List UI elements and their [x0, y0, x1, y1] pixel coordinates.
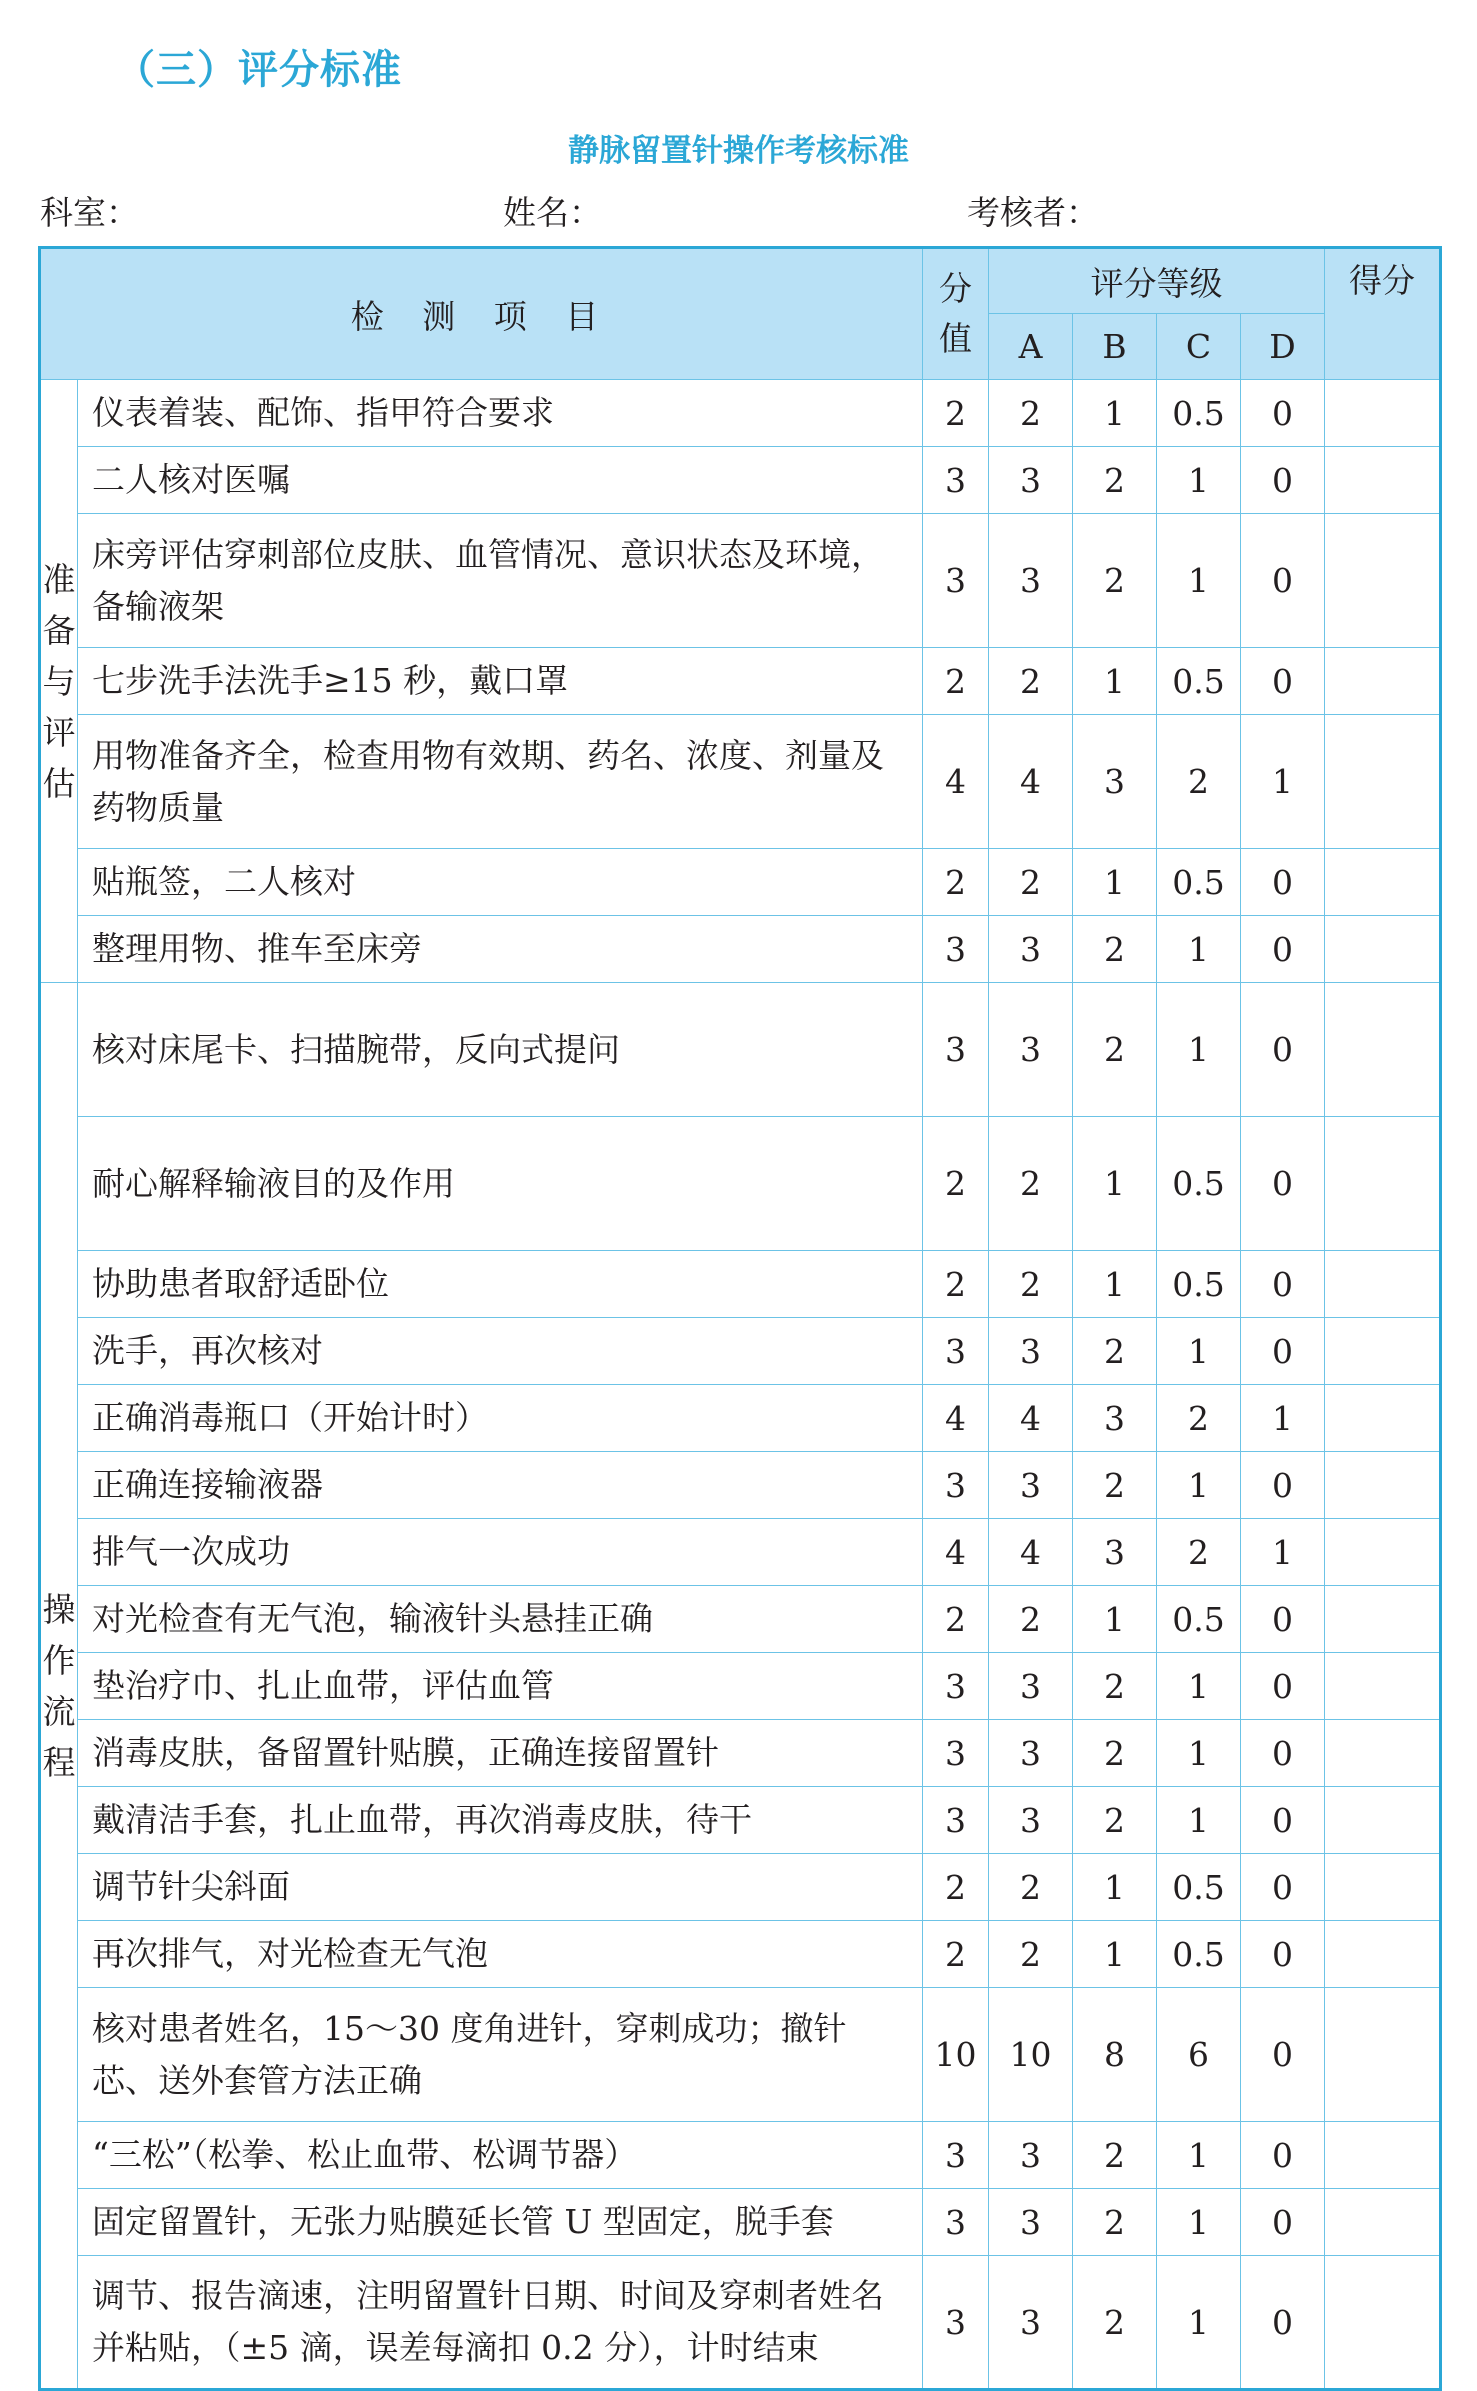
value-cell: 2	[923, 648, 989, 715]
grade-a-cell: 3	[989, 514, 1073, 648]
grade-c-cell: 1	[1157, 2122, 1241, 2189]
category-char: 操	[42, 1589, 76, 1629]
item-cell: 协助患者取舒适卧位	[78, 1251, 923, 1318]
item-cell: 核对患者姓名，15～30 度角进针，穿刺成功；撤针芯、送外套管方法正确	[78, 1988, 923, 2122]
item-cell: 对光检查有无气泡，输液针头悬挂正确	[78, 1586, 923, 1653]
score-cell	[1325, 1117, 1441, 1251]
grade-d-cell: 0	[1241, 1787, 1325, 1854]
score-cell	[1325, 1452, 1441, 1519]
value-cell: 3	[923, 2189, 989, 2256]
grade-b-cell: 1	[1073, 648, 1157, 715]
grade-d-cell: 1	[1241, 715, 1325, 849]
grade-b-cell: 2	[1073, 1318, 1157, 1385]
category-char: 估	[42, 763, 76, 803]
grade-b-cell: 1	[1073, 1117, 1157, 1251]
grade-a-cell: 2	[989, 1251, 1073, 1318]
grade-d-cell: 0	[1241, 447, 1325, 514]
category-char: 流	[42, 1691, 76, 1731]
value-cell: 4	[923, 715, 989, 849]
score-cell	[1325, 380, 1441, 447]
grade-a-cell: 2	[989, 380, 1073, 447]
header-grade-b: B	[1073, 314, 1157, 380]
grade-a-cell: 2	[989, 849, 1073, 916]
value-cell: 3	[923, 2256, 989, 2390]
examiner-label: 考核者：	[967, 193, 1099, 232]
item-cell: 整理用物、推车至床旁	[78, 916, 923, 983]
value-cell: 4	[923, 1385, 989, 1452]
grade-a-cell: 3	[989, 1452, 1073, 1519]
table-row	[40, 1854, 1441, 1921]
table-row	[40, 648, 1441, 715]
item-cell: 七步洗手法洗手≥15 秒，戴口罩	[78, 648, 923, 715]
grade-c-cell: 2	[1157, 1519, 1241, 1586]
table-row	[40, 983, 1441, 1117]
score-cell	[1325, 2256, 1441, 2390]
score-cell	[1325, 2122, 1441, 2189]
grade-d-cell: 1	[1241, 1519, 1325, 1586]
grade-a-cell: 3	[989, 447, 1073, 514]
grade-d-cell: 0	[1241, 514, 1325, 648]
item-cell: “三松”（松拳、松止血带、松调节器）	[78, 2122, 923, 2189]
table-row	[40, 2122, 1441, 2189]
score-cell	[1325, 1318, 1441, 1385]
grade-b-cell: 1	[1073, 1586, 1157, 1653]
document-title: 静脉留置针操作考核标准	[568, 133, 909, 169]
value-cell: 10	[923, 1988, 989, 2122]
header-item: 检 测 项 目	[40, 248, 923, 380]
name-label: 姓名：	[503, 193, 602, 232]
grade-b-cell: 2	[1073, 1720, 1157, 1787]
table-row	[40, 1720, 1441, 1787]
category-char: 备	[42, 610, 76, 650]
value-cell: 2	[923, 849, 989, 916]
category-cell	[40, 983, 78, 2390]
score-cell	[1325, 648, 1441, 715]
value-cell: 3	[923, 514, 989, 648]
grade-c-cell: 6	[1157, 1988, 1241, 2122]
grade-b-cell: 3	[1073, 715, 1157, 849]
score-cell	[1325, 1787, 1441, 1854]
grade-c-cell: 0.5	[1157, 1586, 1241, 1653]
score-cell	[1325, 1921, 1441, 1988]
item-cell: 戴清洁手套，扎止血带，再次消毒皮肤，待干	[78, 1787, 923, 1854]
grade-b-cell: 2	[1073, 514, 1157, 648]
item-cell: 再次排气，对光检查无气泡	[78, 1921, 923, 1988]
grade-d-cell: 0	[1241, 2256, 1325, 2390]
score-cell	[1325, 447, 1441, 514]
grade-a-cell: 2	[989, 1921, 1073, 1988]
item-cell: 排气一次成功	[78, 1519, 923, 1586]
grade-c-cell: 1	[1157, 1452, 1241, 1519]
grade-d-cell: 0	[1241, 1720, 1325, 1787]
grade-d-cell: 0	[1241, 1653, 1325, 1720]
item-cell: 用物准备齐全，检查用物有效期、药名、浓度、剂量及药物质量	[78, 715, 923, 849]
grade-b-cell: 2	[1073, 1452, 1157, 1519]
table-row	[40, 1251, 1441, 1318]
grade-a-cell: 4	[989, 715, 1073, 849]
table-body	[40, 380, 1441, 2390]
grade-b-cell: 1	[1073, 1854, 1157, 1921]
value-cell: 3	[923, 447, 989, 514]
value-cell: 2	[923, 1854, 989, 1921]
score-cell	[1325, 1586, 1441, 1653]
header-score: 得分	[1325, 248, 1441, 380]
grade-d-cell: 0	[1241, 983, 1325, 1117]
header-grade: 评分等级	[989, 248, 1325, 314]
table-row	[40, 916, 1441, 983]
item-cell: 仪表着装、配饰、指甲符合要求	[78, 380, 923, 447]
grade-a-cell: 3	[989, 1787, 1073, 1854]
grade-a-cell: 2	[989, 1117, 1073, 1251]
item-cell: 耐心解释输液目的及作用	[78, 1117, 923, 1251]
grade-b-cell: 2	[1073, 1787, 1157, 1854]
item-cell: 核对床尾卡、扫描腕带，反向式提问	[78, 983, 923, 1117]
category-char: 与	[42, 661, 76, 701]
scoring-table	[38, 246, 1442, 2391]
category-char: 评	[42, 712, 76, 752]
table-row	[40, 2256, 1441, 2390]
item-cell: 调节、报告滴速，注明留置针日期、时间及穿刺者姓名并粘贴，（±5 滴，误差每滴扣 0.2 分），计时结束	[78, 2256, 923, 2390]
grade-a-cell: 3	[989, 2256, 1073, 2390]
value-cell: 2	[923, 1921, 989, 1988]
grade-a-cell: 4	[989, 1519, 1073, 1586]
item-cell: 二人核对医嘱	[78, 447, 923, 514]
grade-d-cell: 0	[1241, 2122, 1325, 2189]
table-row	[40, 1519, 1441, 1586]
grade-a-cell: 4	[989, 1385, 1073, 1452]
grade-b-cell: 1	[1073, 1921, 1157, 1988]
item-cell: 消毒皮肤，备留置针贴膜，正确连接留置针	[78, 1720, 923, 1787]
grade-a-cell: 2	[989, 1854, 1073, 1921]
grade-b-cell: 2	[1073, 2122, 1157, 2189]
score-cell	[1325, 1519, 1441, 1586]
category-char: 准	[42, 559, 76, 599]
grade-d-cell: 0	[1241, 916, 1325, 983]
value-cell: 3	[923, 1452, 989, 1519]
grade-d-cell: 0	[1241, 1452, 1325, 1519]
grade-d-cell: 0	[1241, 1251, 1325, 1318]
item-cell: 正确连接输液器	[78, 1452, 923, 1519]
grade-d-cell: 0	[1241, 1318, 1325, 1385]
score-cell	[1325, 2189, 1441, 2256]
grade-d-cell: 0	[1241, 380, 1325, 447]
grade-c-cell: 0.5	[1157, 1921, 1241, 1988]
grade-c-cell: 1	[1157, 1653, 1241, 1720]
grade-a-cell: 3	[989, 2189, 1073, 2256]
table-row	[40, 1452, 1441, 1519]
grade-b-cell: 3	[1073, 1519, 1157, 1586]
grade-c-cell: 0.5	[1157, 1117, 1241, 1251]
table-row	[40, 514, 1441, 648]
grade-d-cell: 1	[1241, 1385, 1325, 1452]
grade-d-cell: 0	[1241, 1586, 1325, 1653]
header-value: 分 值	[923, 248, 989, 380]
grade-a-cell: 2	[989, 648, 1073, 715]
grade-d-cell: 0	[1241, 2189, 1325, 2256]
grade-b-cell: 2	[1073, 1653, 1157, 1720]
table-row	[40, 1385, 1441, 1452]
value-cell: 3	[923, 983, 989, 1117]
grade-c-cell: 1	[1157, 2256, 1241, 2390]
table-row	[40, 447, 1441, 514]
score-cell	[1325, 1988, 1441, 2122]
grade-c-cell: 1	[1157, 1787, 1241, 1854]
item-cell: 床旁评估穿刺部位皮肤、血管情况、意识状态及环境，备输液架	[78, 514, 923, 648]
table-row	[40, 715, 1441, 849]
value-cell: 2	[923, 1117, 989, 1251]
table-row	[40, 1921, 1441, 1988]
score-cell	[1325, 1653, 1441, 1720]
grade-c-cell: 1	[1157, 983, 1241, 1117]
grade-c-cell: 1	[1157, 916, 1241, 983]
item-cell: 垫治疗巾、扎止血带，评估血管	[78, 1653, 923, 1720]
grade-d-cell: 0	[1241, 849, 1325, 916]
score-cell	[1325, 1251, 1441, 1318]
grade-c-cell: 1	[1157, 2189, 1241, 2256]
score-cell	[1325, 1385, 1441, 1452]
item-cell: 洗手，再次核对	[78, 1318, 923, 1385]
score-cell	[1325, 1720, 1441, 1787]
grade-d-cell: 0	[1241, 1854, 1325, 1921]
table-row	[40, 849, 1441, 916]
grade-b-cell: 1	[1073, 380, 1157, 447]
table-row	[40, 2189, 1441, 2256]
grade-a-cell: 3	[989, 983, 1073, 1117]
grade-d-cell: 0	[1241, 1117, 1325, 1251]
grade-a-cell: 3	[989, 916, 1073, 983]
grade-c-cell: 2	[1157, 715, 1241, 849]
table-row	[40, 1988, 1441, 2122]
grade-c-cell: 0.5	[1157, 849, 1241, 916]
grade-c-cell: 1	[1157, 1720, 1241, 1787]
score-cell	[1325, 849, 1441, 916]
table-row	[40, 1117, 1441, 1251]
header-grade-a: A	[989, 314, 1073, 380]
grade-b-cell: 1	[1073, 1251, 1157, 1318]
score-cell	[1325, 1854, 1441, 1921]
item-cell: 正确消毒瓶口（开始计时）	[78, 1385, 923, 1452]
grade-c-cell: 1	[1157, 447, 1241, 514]
grade-b-cell: 8	[1073, 1988, 1157, 2122]
grade-d-cell: 0	[1241, 1921, 1325, 1988]
header-grade-d: D	[1241, 314, 1325, 380]
grade-c-cell: 1	[1157, 514, 1241, 648]
table-row	[40, 1586, 1441, 1653]
grade-d-cell: 0	[1241, 648, 1325, 715]
grade-a-cell: 3	[989, 2122, 1073, 2189]
table-row	[40, 1787, 1441, 1854]
value-cell: 3	[923, 1318, 989, 1385]
table-row	[40, 380, 1441, 447]
header-grade-c: C	[1157, 314, 1241, 380]
grade-c-cell: 0.5	[1157, 1854, 1241, 1921]
grade-c-cell: 0.5	[1157, 648, 1241, 715]
grade-c-cell: 0.5	[1157, 380, 1241, 447]
grade-b-cell: 2	[1073, 983, 1157, 1117]
section-title: （三）评分标准	[115, 47, 402, 93]
value-cell: 2	[923, 1586, 989, 1653]
grade-c-cell: 0.5	[1157, 1251, 1241, 1318]
grade-c-cell: 2	[1157, 1385, 1241, 1452]
category-char: 作	[42, 1640, 76, 1680]
value-cell: 2	[923, 380, 989, 447]
score-cell	[1325, 715, 1441, 849]
grade-b-cell: 2	[1073, 2189, 1157, 2256]
grade-b-cell: 2	[1073, 447, 1157, 514]
value-cell: 3	[923, 1720, 989, 1787]
score-cell	[1325, 514, 1441, 648]
grade-a-cell: 3	[989, 1720, 1073, 1787]
grade-a-cell: 10	[989, 1988, 1073, 2122]
category-cell	[40, 380, 78, 983]
value-cell: 3	[923, 1787, 989, 1854]
item-cell: 贴瓶签，二人核对	[78, 849, 923, 916]
grade-b-cell: 3	[1073, 1385, 1157, 1452]
department-label: 科室：	[40, 193, 139, 232]
grade-d-cell: 0	[1241, 1988, 1325, 2122]
value-cell: 2	[923, 1251, 989, 1318]
value-cell: 4	[923, 1519, 989, 1586]
value-cell: 3	[923, 2122, 989, 2189]
value-cell: 3	[923, 1653, 989, 1720]
value-cell: 3	[923, 916, 989, 983]
table-row	[40, 1318, 1441, 1385]
grade-b-cell: 1	[1073, 849, 1157, 916]
item-cell: 调节针尖斜面	[78, 1854, 923, 1921]
grade-c-cell: 1	[1157, 1318, 1241, 1385]
score-cell	[1325, 983, 1441, 1117]
grade-a-cell: 3	[989, 1653, 1073, 1720]
grade-a-cell: 2	[989, 1586, 1073, 1653]
table-row	[40, 1653, 1441, 1720]
item-cell: 固定留置针，无张力贴膜延长管 U 型固定，脱手套	[78, 2189, 923, 2256]
score-cell	[1325, 916, 1441, 983]
category-char: 程	[42, 1742, 76, 1782]
grade-b-cell: 2	[1073, 916, 1157, 983]
grade-a-cell: 3	[989, 1318, 1073, 1385]
grade-b-cell: 2	[1073, 2256, 1157, 2390]
